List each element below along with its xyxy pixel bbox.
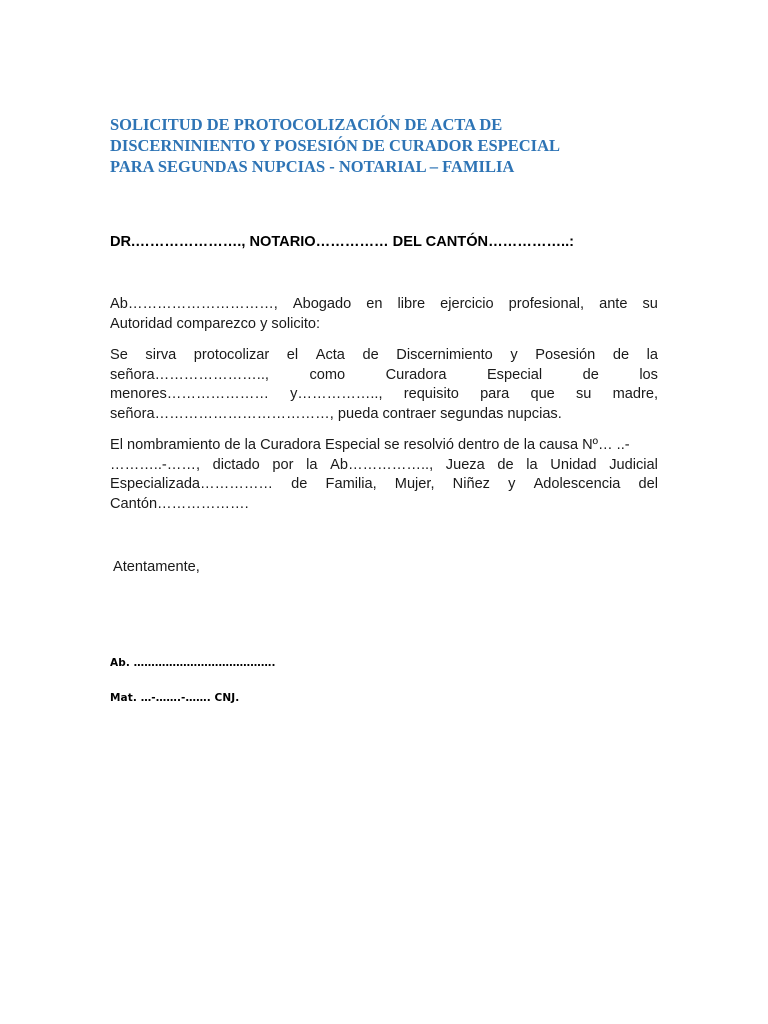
- word: que: [530, 386, 555, 402]
- word: la: [526, 456, 538, 473]
- word: Se: [110, 347, 128, 363]
- word: del: [638, 476, 658, 492]
- word: madre,: [612, 386, 658, 402]
- text-line: [110, 495, 658, 515]
- paragraph-appointment: [110, 436, 658, 514]
- word: para: [480, 386, 510, 402]
- word: su: [642, 296, 658, 312]
- word: como: [309, 366, 346, 383]
- word: requisito: [403, 386, 459, 402]
- text-line: [110, 315, 658, 335]
- word: profesional,: [508, 296, 585, 312]
- word: la: [646, 347, 658, 363]
- word: ejercicio: [440, 296, 494, 312]
- text-line: [110, 405, 658, 425]
- word: Abogado: [292, 296, 352, 312]
- word: de: [612, 347, 630, 363]
- closing-salutation: Atentamente,: [113, 559, 200, 575]
- word: los: [639, 366, 658, 383]
- word: de: [582, 366, 599, 383]
- text-line: [110, 456, 658, 476]
- title-line: DISCERNINIENTO Y POSESIÓN DE CURADOR ESPECIAL: [110, 136, 561, 155]
- text-line: [110, 385, 658, 405]
- paragraph-appearance: [110, 295, 658, 334]
- word: Especial: [486, 366, 543, 383]
- word: El nombramiento de la Curadora Especial se resolvió dentro de la causa Nº… ..-: [110, 437, 630, 453]
- word: su: [575, 386, 592, 402]
- word: Acta: [315, 347, 345, 363]
- word: Curadora: [385, 366, 447, 383]
- word: la: [306, 456, 318, 473]
- word: el: [286, 347, 299, 363]
- word: sirva: [145, 347, 177, 363]
- word: Autoridad comparezco y solicito:: [110, 315, 321, 332]
- word: Niñez: [452, 476, 490, 492]
- text-line: [110, 475, 658, 495]
- word: Jueza: [445, 456, 485, 473]
- word: protocolizar: [193, 347, 270, 363]
- word: y……………..,: [290, 386, 383, 402]
- word: ………..-……,: [110, 456, 200, 473]
- word: ante: [599, 296, 628, 312]
- text-line: [110, 436, 658, 456]
- word: por: [272, 456, 294, 473]
- title-line: SOLICITUD DE PROTOCOLIZACIÓN DE ACTA DE: [110, 115, 503, 134]
- title-line: PARA SEGUNDAS NUPCIAS - NOTARIAL – FAMILIA: [110, 157, 515, 176]
- word: Adolescencia: [533, 476, 621, 492]
- word: y: [510, 347, 518, 363]
- signature-name: Ab. ………………………………….: [110, 657, 276, 669]
- addressee-line: DR.…………………., NOTARIO…………… DEL CANTÓN……………..:: [110, 234, 575, 250]
- word: menores…………………: [110, 386, 269, 402]
- document-title: [110, 114, 670, 177]
- word: de: [362, 347, 379, 363]
- word: Familia,: [325, 476, 377, 492]
- word: Ab…………………………,: [110, 296, 278, 312]
- text-line: [110, 346, 658, 366]
- signature-registration: Mat. …-…….-……. CNJ.: [110, 692, 240, 704]
- word: Posesión: [535, 347, 596, 363]
- word: Mujer,: [394, 476, 435, 492]
- word: dictado: [212, 456, 260, 473]
- word: en: [366, 296, 383, 312]
- text-line: [110, 366, 658, 386]
- word: señora…………………..,: [110, 366, 269, 383]
- word: Cantón……………….: [110, 495, 249, 512]
- text-line: [110, 295, 658, 315]
- word: Especializada……………: [110, 476, 274, 492]
- word: señora………………………………, pueda contraer segundas nupcias.: [110, 405, 562, 422]
- word: y: [508, 476, 516, 492]
- word: Judicial: [609, 456, 658, 473]
- word: libre: [397, 296, 426, 312]
- word: Unidad: [550, 456, 597, 473]
- word: de: [291, 476, 308, 492]
- word: de: [497, 456, 514, 473]
- word: Ab……………..,: [330, 456, 434, 473]
- paragraph-request: [110, 346, 658, 424]
- word: Discernimiento: [396, 347, 493, 363]
